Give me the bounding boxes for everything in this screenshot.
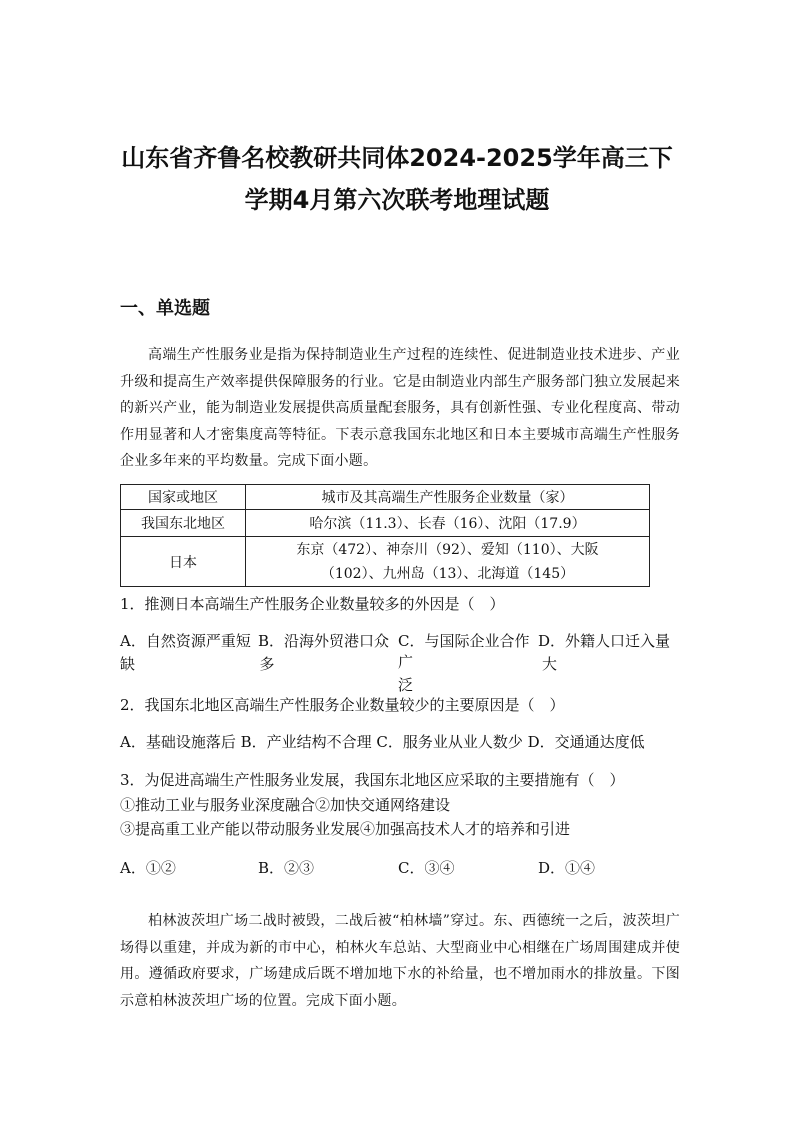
option-line: 大 xyxy=(542,655,558,673)
option-a[interactable] xyxy=(120,630,258,674)
question-2-options: A．基础设施落后 B．产业结构不合理 C．服务业从业人数少 D．交通通达度低 xyxy=(120,733,645,751)
option-line: C．与国际企业合作广 xyxy=(398,632,530,671)
option-d[interactable] xyxy=(538,630,680,674)
option-line: B．沿海外贸港口众 xyxy=(258,632,390,650)
table-row xyxy=(121,537,650,587)
question-1-stem: 1．推测日本高端生产性服务企业数量较多的外因是（ ） xyxy=(120,595,505,613)
option-c[interactable]: C．③④ xyxy=(398,859,455,877)
option-b[interactable]: B．②③ xyxy=(258,859,315,877)
passage-1: 高端生产性服务业是指为保持制造业生产过程的连续性、促进制造业技术进步、产业升级和提高生产效率提供保障服务的行业。它是由制造业内部生产服务部门独立发展起来的新兴产业，能为制造业发展提供高质量配套服务，具有创新性强、专业化程度高、带动作用显著和人才密集度高等特征。下表示意我国东北地区和日本主要城市高端生产性服务企业多年来的平均数量。完成下面小题。 xyxy=(120,347,680,469)
option-line: 泛 xyxy=(398,676,414,694)
table-cell: 我国东北地区 xyxy=(121,510,246,537)
table-cell: 东京（472）、神奈川（92）、爱知（110）、大阪（102）、九州岛（13）、北海道（145） xyxy=(246,537,650,587)
option-line: D．外籍人口迁入量 xyxy=(538,632,671,650)
table-header-cell: 国家或地区 xyxy=(121,485,246,510)
document-title-line2: 学期4月第六次联考地理试题 xyxy=(244,186,550,214)
table-header-row xyxy=(121,485,650,510)
section-heading: 一、单选题 xyxy=(120,298,210,319)
passage-2: 柏林波茨坦广场二战时被毁，二战后被“柏林墙”穿过。东、西德统一之后，波茨坦广场得以重建，并成为新的市中心，柏林火车总站、大型商业中心相继在广场周围建成并使用。遵循政府要求，广场建成后既不增加地下水的补给量，也不增加雨水的排放量。下图示意柏林波茨坦广场的位置。完成下面小题。 xyxy=(120,913,680,1009)
table-header-cell: 城市及其高端生产性服务企业数量（家） xyxy=(246,485,650,510)
option-c[interactable] xyxy=(398,630,538,695)
question-3-item-2: ③提高重工业产能以带动服务业发展④加强高技术人才的培养和引进 xyxy=(120,820,571,838)
table-row xyxy=(121,510,650,537)
table-cell: 日本 xyxy=(121,537,246,587)
data-table xyxy=(120,484,650,587)
option-line: 缺 xyxy=(120,655,136,673)
option-b[interactable] xyxy=(258,630,398,674)
question-3-stem: 3．为促进高端生产性服务业发展，我国东北地区应采取的主要措施有（ ） xyxy=(120,771,625,789)
option-a[interactable]: A．①② xyxy=(120,859,176,877)
question-2-stem: 2．我国东北地区高端生产性服务企业数量较少的主要原因是（ ） xyxy=(120,696,565,714)
option-line: A．自然资源严重短 xyxy=(120,632,251,650)
question-3-item-1: ①推动工业与服务业深度融合②加快交通网络建设 xyxy=(120,796,451,814)
table-cell: 哈尔滨（11.3）、长春（16）、沈阳（17.9） xyxy=(246,510,650,537)
option-d[interactable]: D．①④ xyxy=(538,859,596,877)
option-line: 多 xyxy=(259,655,275,673)
document-title-line1: 山东省齐鲁名校教研共同体2024-2025学年高三下 xyxy=(121,144,673,172)
